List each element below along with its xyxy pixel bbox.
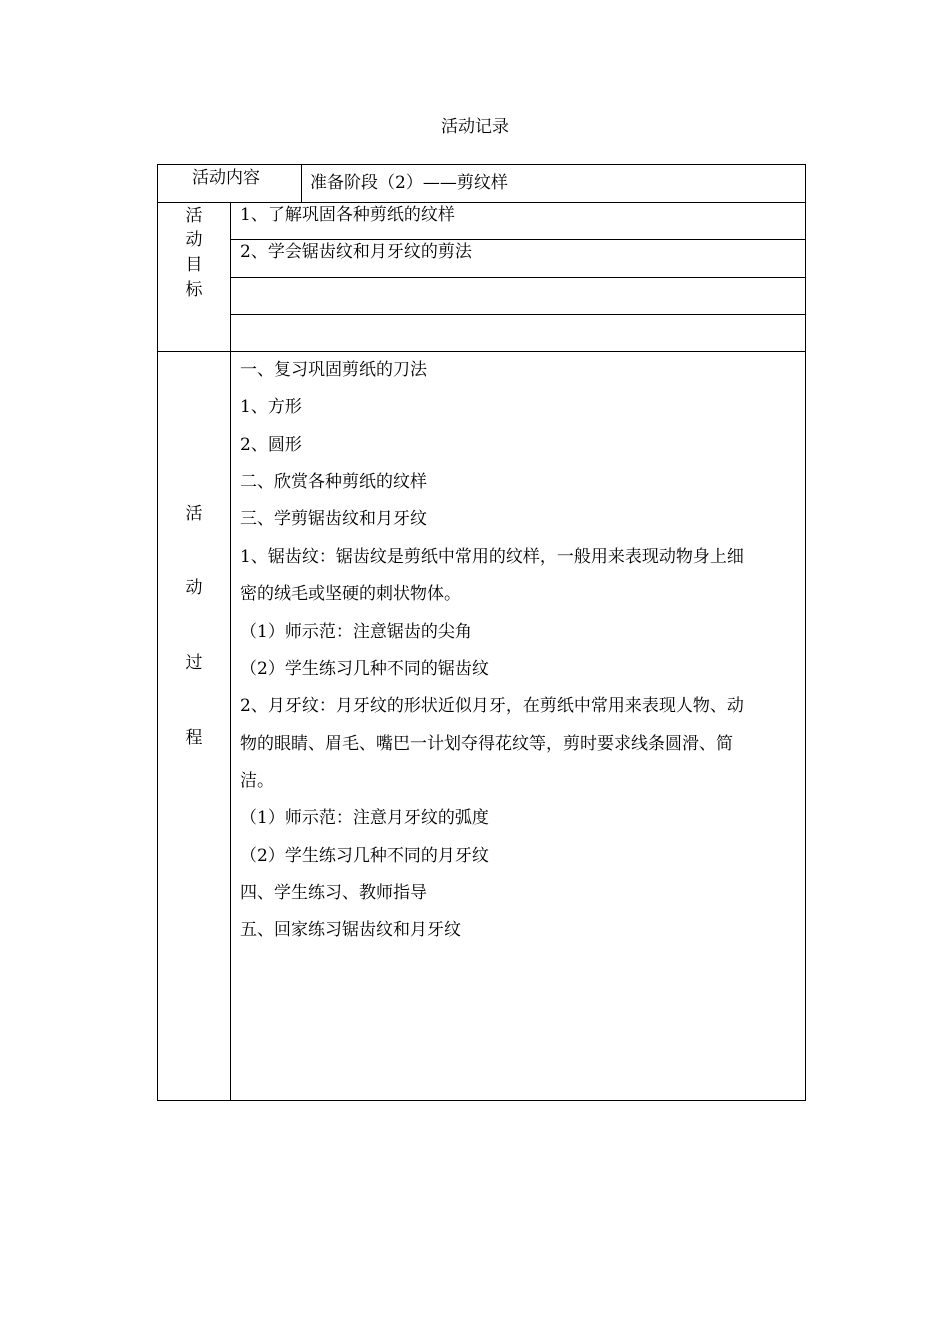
process-line: 五、回家练习锯齿纹和月牙纹 bbox=[240, 920, 461, 940]
process-label-char: 活 bbox=[185, 504, 203, 524]
row-divider-content bbox=[157, 202, 806, 203]
table-border-top bbox=[157, 164, 806, 165]
process-line: 2、月牙纹：月牙纹的形状近似月牙，在剪纸中常用来表现人物、动 bbox=[240, 696, 744, 716]
goals-label-char: 目 bbox=[185, 255, 203, 275]
process-line: （1）师示范：注意锯齿的尖角 bbox=[240, 622, 472, 642]
process-line: （1）师示范：注意月牙纹的弧度 bbox=[240, 808, 489, 828]
process-line: 1、锯齿纹：锯齿纹是剪纸中常用的纹样，一般用来表现动物身上细 bbox=[240, 547, 744, 567]
process-line: 1、方形 bbox=[240, 397, 302, 417]
table-border-right bbox=[805, 164, 806, 1101]
goal-item: 2、学会锯齿纹和月牙纹的剪法 bbox=[240, 242, 472, 262]
goals-label-char: 动 bbox=[185, 230, 203, 250]
row-divider-goal-3 bbox=[230, 314, 806, 315]
process-label-char: 过 bbox=[185, 653, 203, 673]
row-divider-goals bbox=[157, 351, 806, 352]
goal-item: 1、了解巩固各种剪纸的纹样 bbox=[240, 205, 455, 225]
goals-label-char: 活 bbox=[185, 206, 203, 226]
content-value: 准备阶段（2）——剪纹样 bbox=[310, 173, 508, 193]
process-line: 四、学生练习、教师指导 bbox=[240, 883, 427, 903]
process-line: 一、复习巩固剪纸的刀法 bbox=[240, 360, 427, 380]
process-line: 2、圆形 bbox=[240, 435, 302, 455]
process-line: （2）学生练习几种不同的月牙纹 bbox=[240, 846, 489, 866]
process-line: 三、学剪锯齿纹和月牙纹 bbox=[240, 509, 427, 529]
process-label-char: 程 bbox=[185, 728, 203, 748]
process-label-char: 动 bbox=[185, 578, 203, 598]
content-column-divider bbox=[301, 164, 302, 203]
goals-label-char: 标 bbox=[185, 280, 203, 300]
process-line: （2）学生练习几种不同的锯齿纹 bbox=[240, 659, 489, 679]
label-column-divider bbox=[230, 202, 231, 1101]
row-divider-goal-1 bbox=[230, 239, 806, 240]
table-border-left bbox=[157, 164, 158, 1101]
row-divider-goal-2 bbox=[230, 277, 806, 278]
content-label: 活动内容 bbox=[192, 168, 260, 188]
process-line: 物的眼睛、眉毛、嘴巴一计划夺得花纹等，剪时要求线条圆滑、简 bbox=[240, 734, 733, 754]
process-line: 洁。 bbox=[240, 771, 274, 791]
page-title: 活动记录 bbox=[441, 117, 509, 137]
process-line: 密的绒毛或坚硬的刺状物体。 bbox=[240, 584, 461, 604]
process-line: 二、欣赏各种剪纸的纹样 bbox=[240, 472, 427, 492]
table-border-bottom bbox=[157, 1100, 806, 1101]
